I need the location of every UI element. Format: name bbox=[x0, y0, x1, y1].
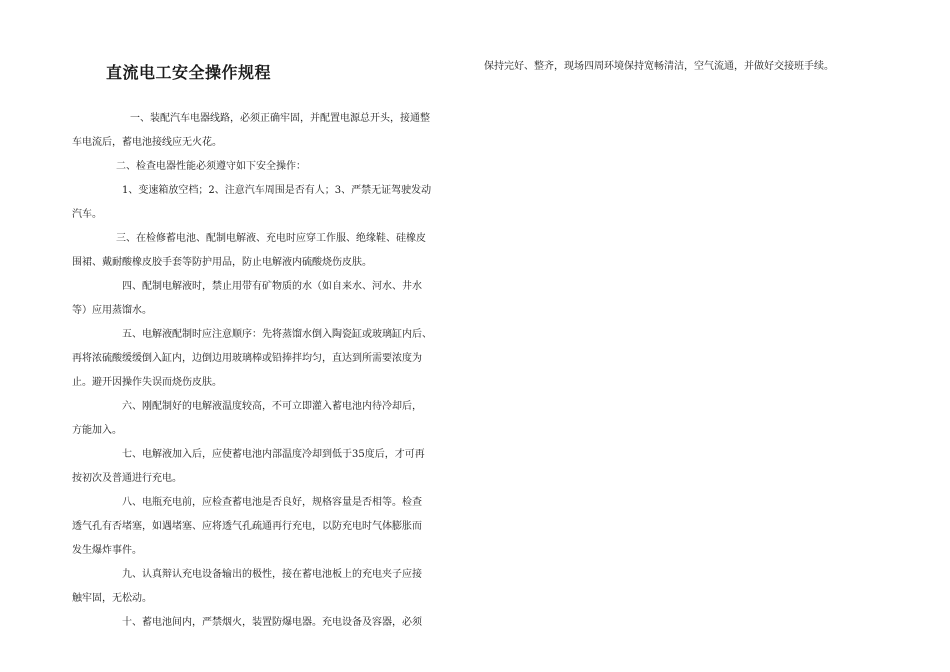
para-6-line-3: 止。避开因操作失误而烧伤皮肤。 bbox=[72, 377, 222, 388]
para-9-line-1: 八、电瓶充电前，应检查蓄电池是否良好，规格容量是否相等。检查 bbox=[122, 497, 422, 508]
para-3-line-1: 1、变速箱放空档；2、注意汽车周围是否有人；3、严禁无证驾驶发动 bbox=[122, 185, 432, 196]
para-10-line-2: 触牢固，无松动。 bbox=[72, 593, 152, 604]
para-4-line-2: 围裙、戴耐酸橡皮胶手套等防护用品，防止电解液内硫酸烧伤皮肤。 bbox=[72, 257, 372, 268]
para-9-line-2: 透气孔有否堵塞，如遇堵塞、应将透气孔疏通再行充电，以防充电时气体膨胀而 bbox=[72, 521, 422, 532]
right-column-text: 保持完好、整齐，现场四周环境保持宽畅清洁，空气流通，并做好交接班手续。 bbox=[484, 61, 834, 72]
para-7-line-1: 六、刚配制好的电解液温度较高，不可立即灌入蓄电池内待冷却后， bbox=[122, 401, 422, 412]
para-1-line-1: 一、装配汽车电器线路，必须正确牢固，并配置电源总开头，接通整 bbox=[130, 113, 430, 124]
para-9-line-3: 发生爆炸事件。 bbox=[72, 545, 142, 556]
para-6-line-2: 再将浓硫酸缓缓倒入缸内，边倒边用玻璃棒或铅捧拌均匀，直达到所需要浓度为 bbox=[72, 353, 422, 364]
para-4-line-1: 三、在检修蓄电池、配制电解液、充电时应穿工作服、绝缘鞋、硅橡皮 bbox=[116, 233, 426, 244]
para-5-line-2: 等）应用蒸馏水。 bbox=[72, 305, 152, 316]
para-6-line-1: 五、电解液配制时应注意顺序：先将蒸馏水倒入陶瓷缸或玻璃缸内后、 bbox=[122, 329, 432, 340]
para-8-line-1: 七、电解液加入后，应使蓄电池内部温度冷却到低于35度后，才可再 bbox=[122, 449, 425, 460]
para-11-line-1: 十、蓄电池间内，严禁烟火，装置防爆电器。充电设备及容器，必须 bbox=[122, 617, 422, 628]
para-3-line-2: 汽车。 bbox=[72, 209, 102, 220]
para-1-line-2: 车电流后，蓄电池接线应无火花。 bbox=[72, 137, 222, 148]
para-2-line-1: 二、检查电器性能必须遵守如下安全操作： bbox=[116, 161, 306, 172]
para-5-line-1: 四、配制电解液时，禁止用带有矿物质的水（如自来水、河水、井水 bbox=[122, 281, 422, 292]
para-8-line-2: 按初次及普通进行充电。 bbox=[72, 473, 182, 484]
para-10-line-1: 九、认真辩认充电设备输出的极性，接在蓄电池板上的充电夹子应接 bbox=[122, 569, 422, 580]
para-7-line-2: 方能加入。 bbox=[72, 425, 122, 436]
document-title: 直流电工安全操作规程 bbox=[106, 63, 272, 82]
